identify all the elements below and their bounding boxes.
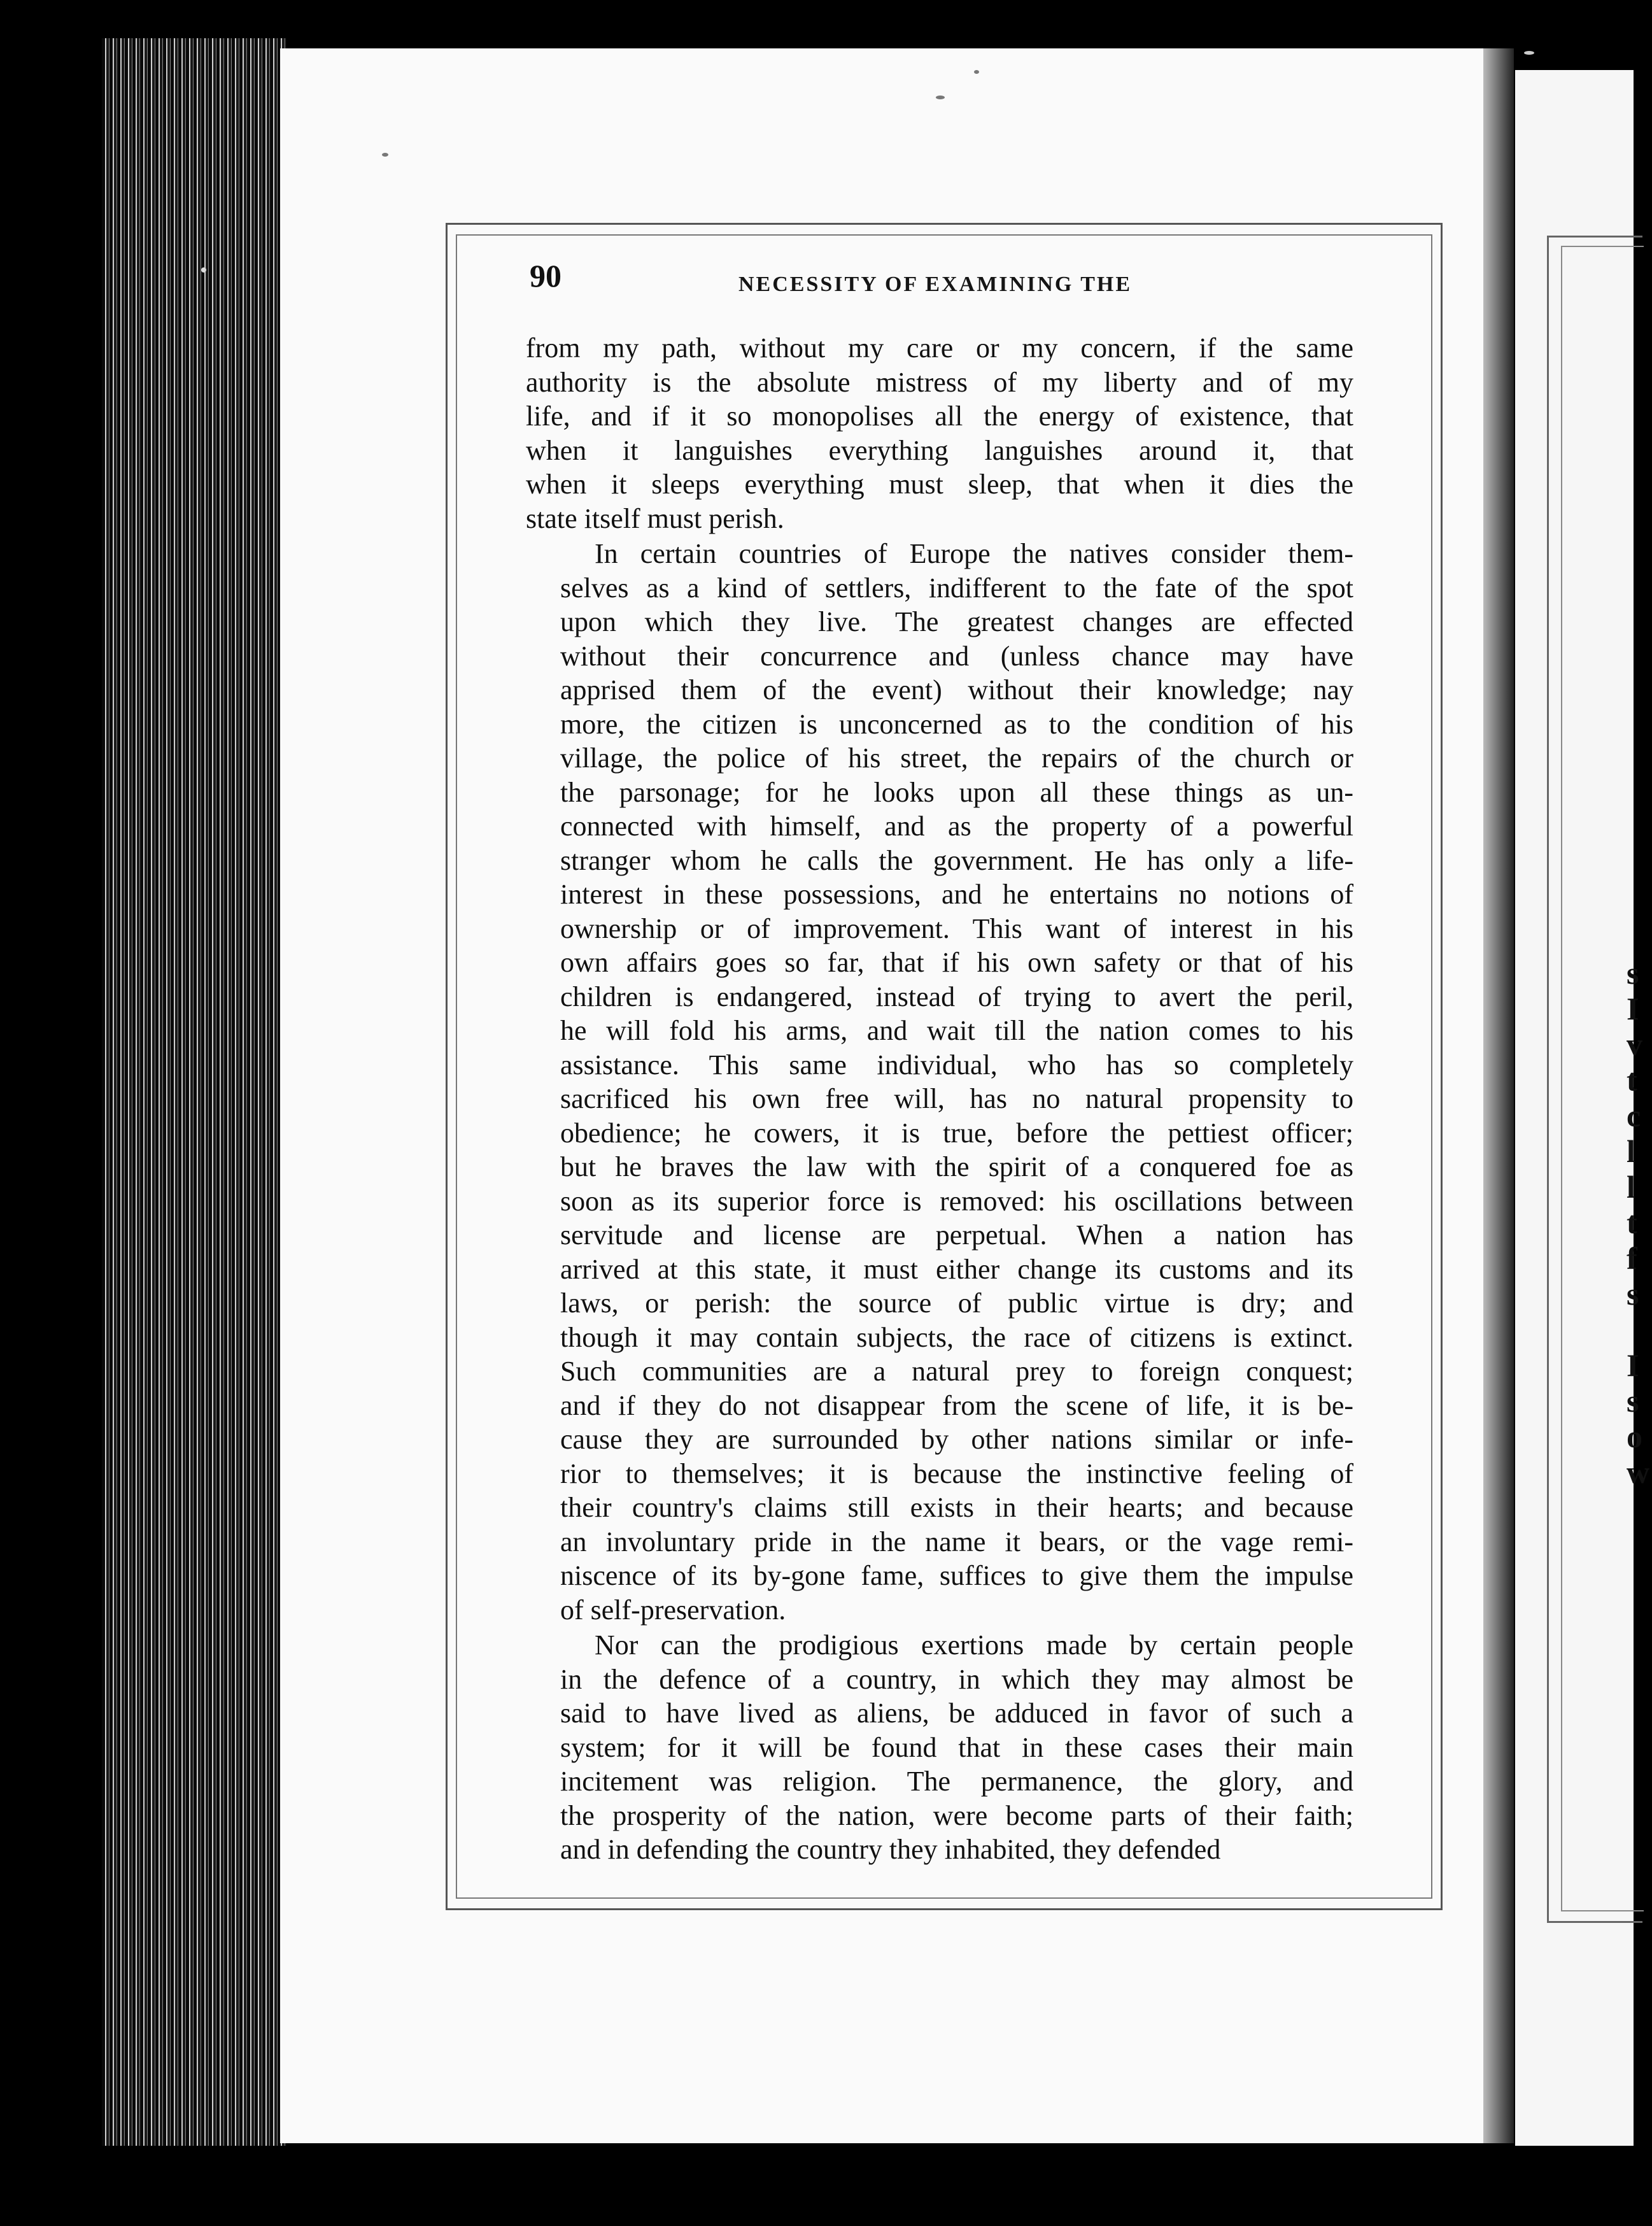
text-line: an involuntary pride in the name it bears, or the vage remi- [560,1526,1353,1557]
facing-page-letter: o [1627,1419,1642,1454]
text-line: more, the citizen is unconcerned as to the condition of his [560,708,1353,740]
text-line: in the defence of a country, in which they may almost be [560,1663,1353,1695]
text-line: without their concurrence and (unless chance may have [560,640,1353,672]
text-line: and in defending the country they inhabited, they defended [560,1834,1221,1865]
facing-page-letter: s [1627,955,1639,991]
text-line: said to have lived as aliens, be adduced in favor of such a [560,1698,1353,1729]
text-line: interest in these possessions, and he entertains no notions of [560,879,1353,910]
text-line: when it languishes everything languishes around it, that [526,434,1353,466]
facing-page-letter: I [1627,991,1639,1026]
body-text [526,331,1353,1868]
paragraph [526,537,1353,1627]
text-line: own affairs goes so far, that if his own safety or that of his [560,947,1353,978]
scan-speck [1524,51,1534,55]
text-line: children is endangered, instead of trying to avert the peril, [560,981,1353,1012]
facing-page-letter: l [1627,1133,1635,1169]
facing-page-letter: v [1627,1026,1642,1062]
text-line: laws, or perish: the source of public virtue is dry; and [560,1287,1353,1319]
book-fore-edge [102,38,286,2146]
text-line: sacrificed his own free will, has no natural propensity to [560,1083,1353,1114]
text-line: connected with himself, and as the property of a powerful [560,811,1353,842]
text-line: assistance. This same individual, who has so completely [560,1049,1353,1081]
facing-page-letter: I [1627,1347,1639,1383]
text-line: arrived at this state, it must either change its customs and its [560,1253,1353,1285]
text-line: obedience; he cowers, it is true, before the pettiest officer; [560,1117,1353,1149]
scan-speck [201,267,206,273]
text-line: In certain countries of Europe the natives consider them- [595,538,1353,569]
facing-page-letter: c [1627,1098,1641,1133]
text-line: servitude and license are perpetual. When a nation has [560,1219,1353,1251]
text-line: state itself must perish. [526,502,784,534]
text-line: apprised them of the event) without their knowledge; nay [560,674,1353,705]
paragraph [526,1628,1353,1867]
text-line: Nor can the prodigious exertions made by certain people [595,1629,1353,1661]
facing-page-text-fragment [1627,955,1652,1490]
text-line: when it sleeps everything must sleep, that when it dies the [526,469,1353,500]
facing-page-letter: t [1627,1062,1637,1098]
text-line: village, the police of his street, the repairs of the church or [560,742,1353,774]
text-line: rior to themselves; it is because the instinctive feeling of [560,1457,1353,1489]
text-line: ownership or of improvement. This want of interest in his [560,912,1353,944]
text-line: and if they do not disappear from the scene of life, it is be- [560,1389,1353,1421]
scan-speck [936,96,945,99]
text-line: of self-preservation. [560,1594,786,1626]
page-number: 90 [530,258,561,294]
text-line: from my path, without my care or my concern, if the same [526,332,1353,364]
gutter-shadow [1483,48,1514,2143]
text-line: he will fold his arms, and wait till the nation comes to his [560,1015,1353,1046]
text-line: incitement was religion. The permanence, the glory, and [560,1766,1353,1797]
text-line: the prosperity of the nation, were become parts of their faith; [560,1799,1353,1831]
text-line: Such communities are a natural prey to foreign conquest; [560,1356,1353,1387]
text-line: though it may contain subjects, the race of citizens is extinct. [560,1321,1353,1353]
facing-page-letter: s [1627,1276,1639,1312]
scan-speck [382,153,388,157]
text-line: stranger whom he calls the government. He has only a life- [560,844,1353,876]
text-line: upon which they live. The greatest changes are effected [560,606,1353,637]
text-line: niscence of its by-gone fame, suffices to give them the impulse [560,1560,1353,1591]
facing-page-letter: f [1627,1240,1637,1276]
text-line: the parsonage; for he looks upon all these things as un- [560,776,1353,808]
scan-speck [974,70,979,74]
facing-page-letter: t [1627,1205,1637,1240]
facing-page-letter [1627,1312,1652,1347]
running-head: NECESSITY OF EXAMINING THE [738,273,1133,296]
text-line: cause they are surrounded by other nations similar or infe- [560,1424,1353,1455]
text-line: system; for it will be found that in these cases their main [560,1731,1353,1763]
text-line: soon as its superior force is removed: his oscillations between [560,1185,1353,1217]
text-line: life, and if it so monopolises all the energy of existence, that [526,401,1353,432]
paragraph [526,331,1353,535]
text-line: authority is the absolute mistress of my liberty and of my [526,366,1353,398]
facing-page-letter: s [1627,1383,1639,1419]
text-line: their country's claims still exists in their hearts; and because [560,1492,1353,1523]
facing-page-letter: w [1627,1454,1650,1490]
text-line: but he braves the law with the spirit of a conquered foe as [560,1151,1353,1182]
facing-page-letter: l [1627,1169,1635,1205]
text-line: selves as a kind of settlers, indifferent to the fate of the spot [560,572,1353,604]
